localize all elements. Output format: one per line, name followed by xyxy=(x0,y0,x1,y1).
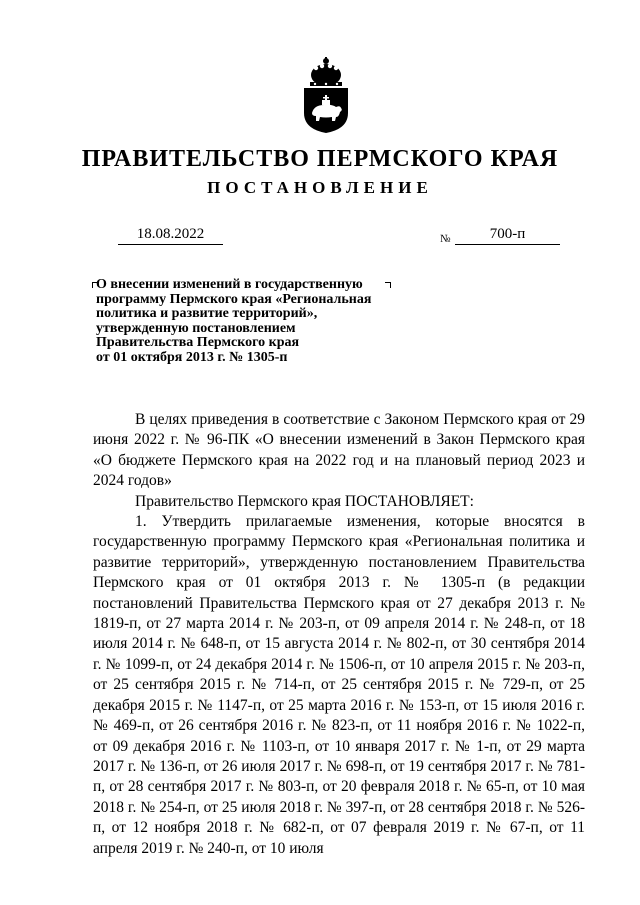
coat-of-arms-bear-icon xyxy=(298,55,354,135)
document-date: 18.08.2022 xyxy=(118,226,223,245)
subject-line: Правительства Пермского края xyxy=(96,335,300,350)
subject-line: от 01 октября 2013 г. № 1305-п xyxy=(96,349,288,365)
document-subject xyxy=(96,278,416,365)
subject-line: утвержденную постановлением xyxy=(96,320,296,336)
document-number: 700-п xyxy=(455,226,560,245)
body-paragraph-item-1: 1. Утвердить прилагаемые изменения, которые вносятся в государственную программу Пермского края «Региональная политика и развитие территорий», утвержденную постановлением Правительства Пермского края от 01 октября 2013 г. № 1305-п (в редакции постановлений Правительства Пермского края от 27 декабря 2013 г. № 1819-п, от 27 марта 2014 г. № 203-п, от 09 апреля 2014 г. № 248-п, от 18 июля 2014 г. № 648-п, от 15 августа 2014 г. № 802-п, от 30 сентября 2014 г. № 1099-п, от 24 декабря 2014 г. № 1506-п, от 10 апреля 2015 г. № 203-п, от 25 сентября 2015 г. № 714-п, от 25 сентября 2015 г. № 729-п, от 25 декабря 2015 г. № 1147-п, от 25 марта 2016 г. № 153-п, от 15 июля 2016 г. № 469-п, от 26 сентября 2016 г. № 823-п, от 11 ноября 2016 г. № 1022-п, от 09 декабря 2016 г. № 1103-п, от 10 января 2017 г. № 1-п, от 29 марта 2017 г. № 136-п, от 26 июля 2017 г. № 698-п, от 19 сентября 2017 г. № 781-п, от 28 сентября 2017 г. № 803-п, от 20 февраля 2018 г. № 65-п, от 10 мая 2018 г. № 254-п, от 25 июля 2018 г. № 397-п, от 28 сентября 2018 г. № 526-п, от 12 ноября 2018 г. № 682-п, от 07 февраля 2019 г. № 67-п, от 11 апреля 2019 г. № 240-п, от 10 июля xyxy=(93,513,585,857)
subject-line: политика и развитие территорий», xyxy=(96,306,318,321)
subject-line: О внесении изменений в государственную xyxy=(96,277,363,292)
document-body xyxy=(93,410,585,859)
government-title: ПРАВИТЕЛЬСТВО ПЕРМСКОГО КРАЯ xyxy=(81,146,559,172)
number-sign: № xyxy=(440,233,451,245)
subject-line: программу Пермского края «Региональная xyxy=(96,291,372,307)
body-paragraph-resolves: Правительство Пермского края ПОСТАНОВЛЯЕТ: xyxy=(135,492,474,510)
document-type: ПОСТАНОВЛЕНИЕ xyxy=(207,178,433,197)
body-paragraph-preamble: В целях приведения в соответствие с Законом Пермского края от 29 июня 2022 г. № 96-ПК «О внесении изменений в Закон Пермского края «О бюджете Пермского края на 2022 год и на плановый период 2023 и 2024 годов» xyxy=(93,411,585,490)
